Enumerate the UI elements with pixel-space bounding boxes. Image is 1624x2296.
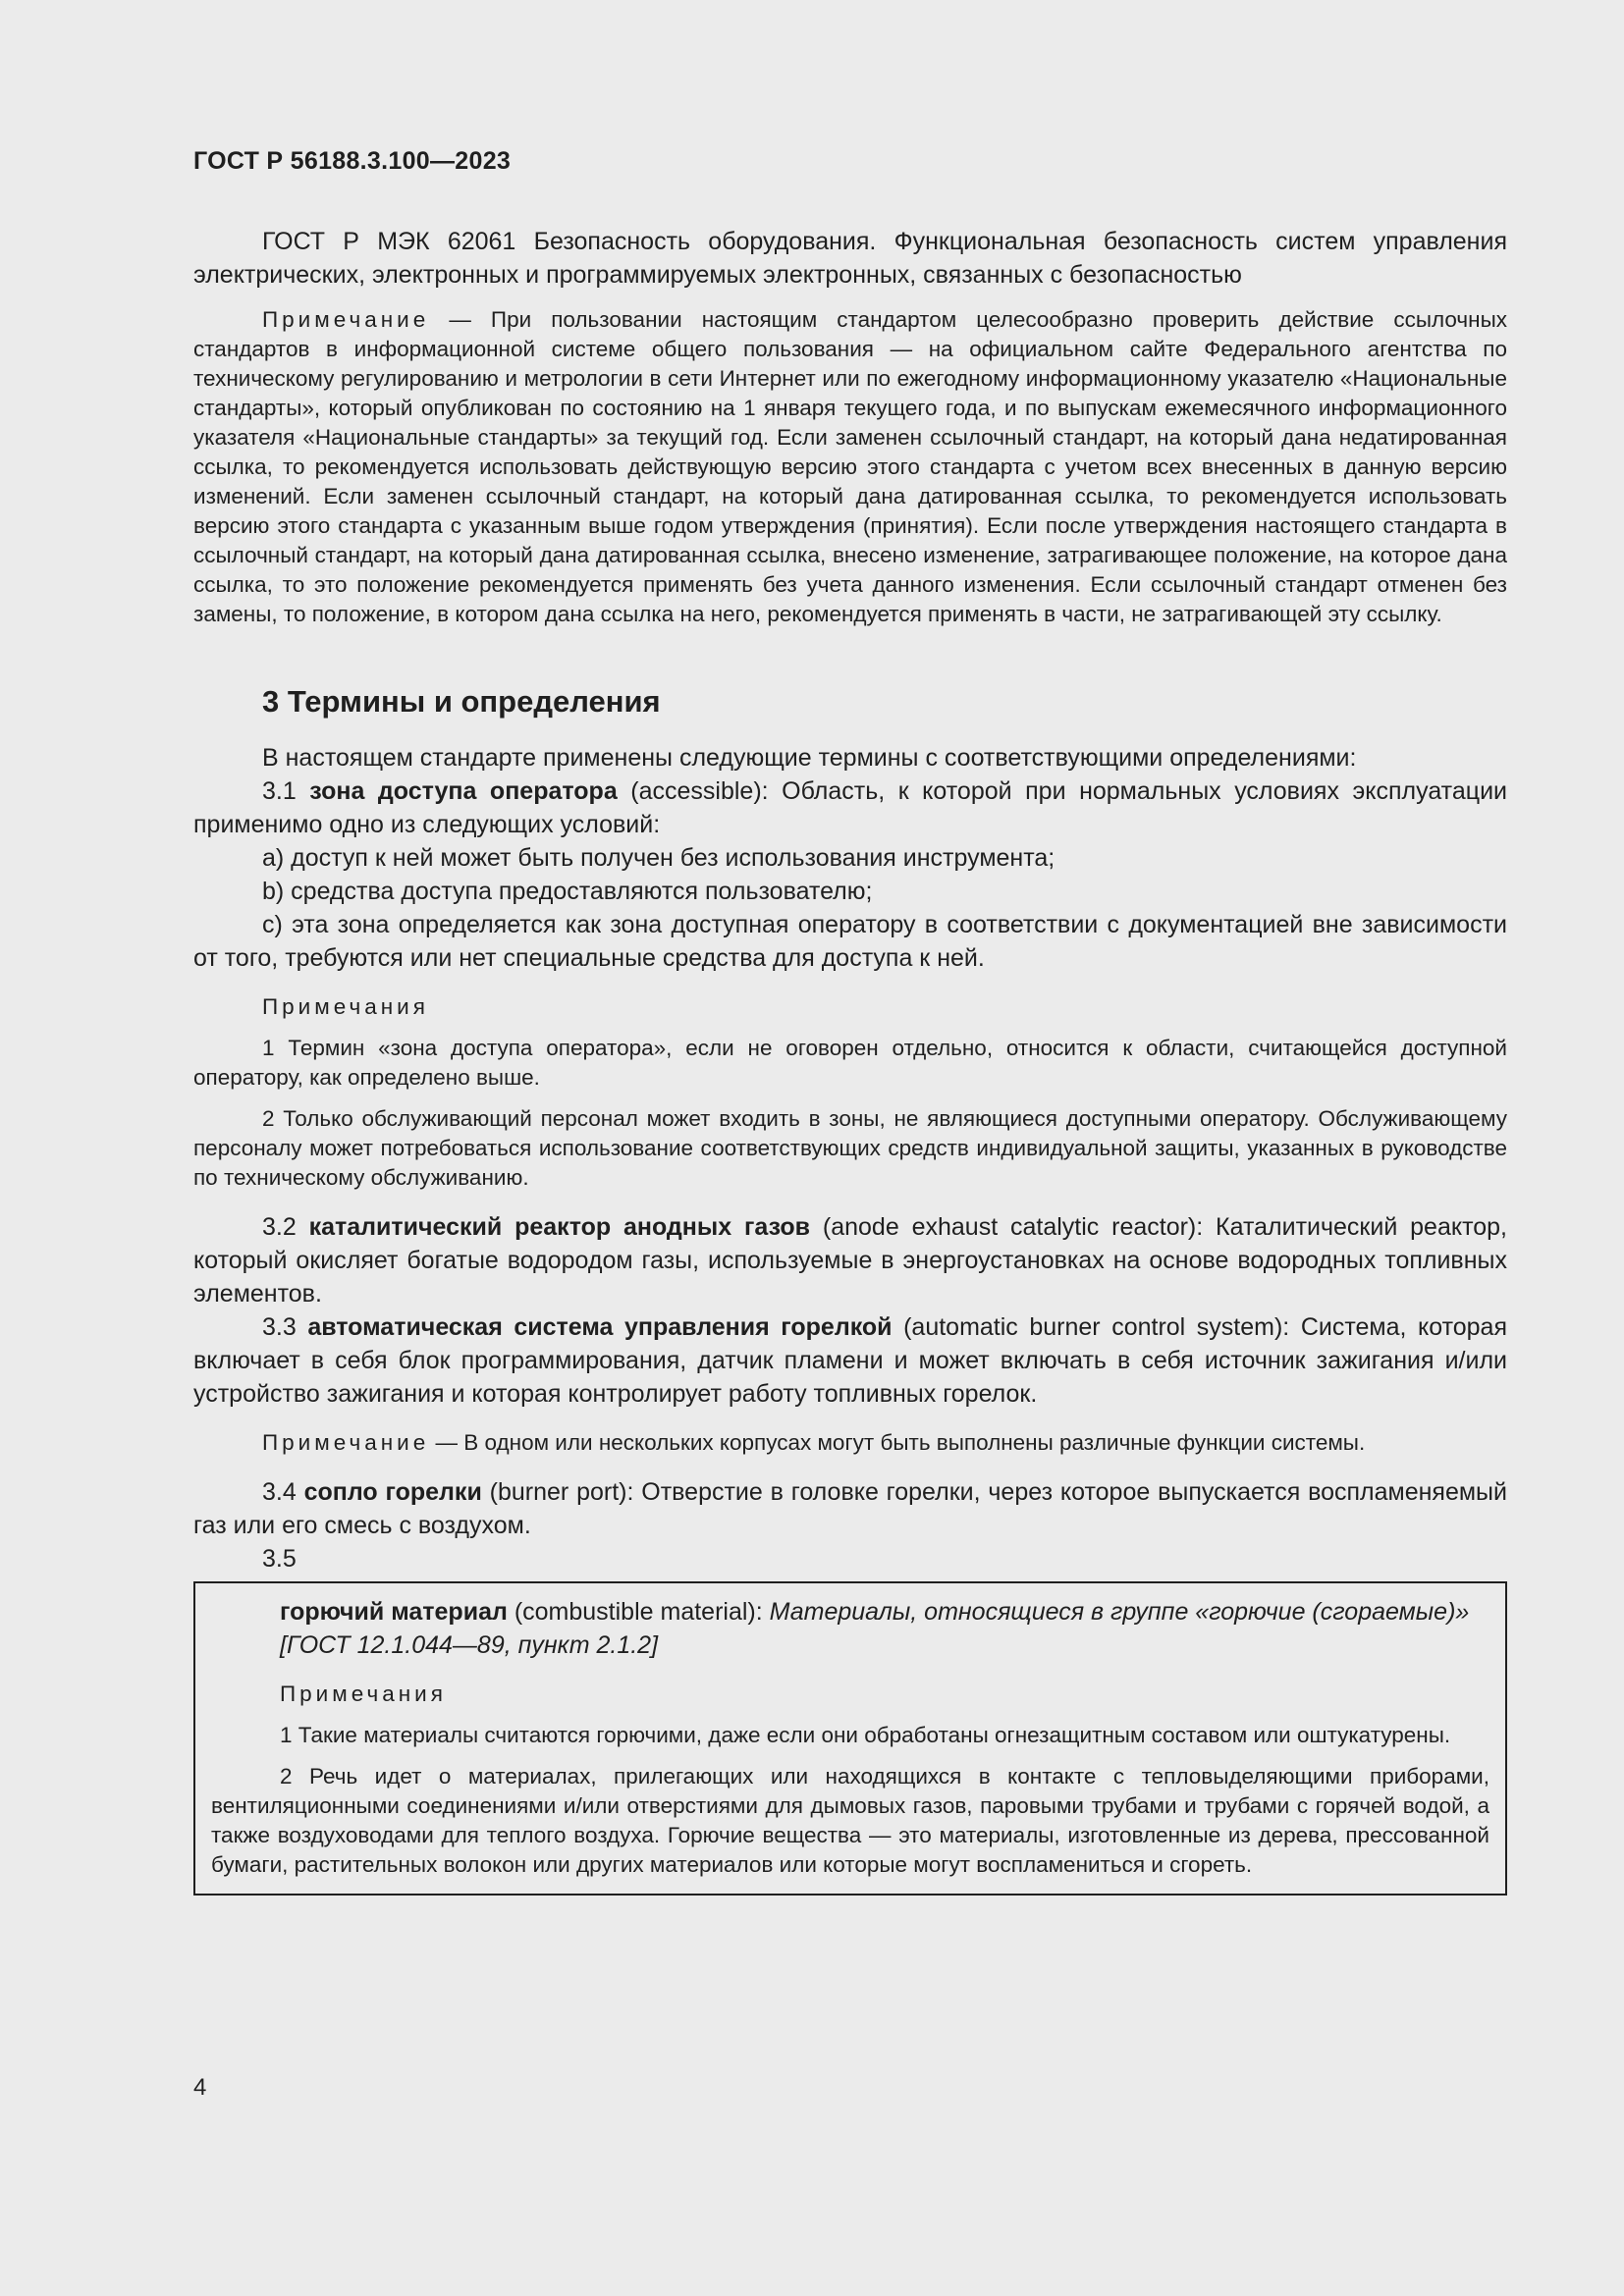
- term-number: 3.3: [262, 1313, 308, 1341]
- term-3-2: [193, 1210, 1507, 1310]
- list-item-a: a) доступ к ней может быть получен без использования инструмента;: [262, 844, 1056, 872]
- term-3-1: [193, 774, 1507, 841]
- page-number: 4: [193, 2074, 207, 2101]
- term-number: 3.4: [262, 1478, 304, 1506]
- term-definition: (automatic burner control system): Система, которая включает в себя блок программирования, датчик пламени и может включать в себя источник зажигания и/или устройство зажигания и которая контролирует работу топливных горелок.: [193, 1313, 1507, 1408]
- note-1: 1 Термин «зона доступа оператора», если не оговорен отдельно, относится к области, считающейся доступной оператору, как определено выше.: [193, 1036, 1507, 1090]
- section-title: 3 Термины и определения: [262, 684, 661, 719]
- list-item-c: c) эта зона определяется как зона доступная оператору в соответствии с документацией вне зависимости от того, требуются или нет специальные средства для доступа к ней.: [193, 911, 1507, 972]
- note-1: 1 Такие материалы считаются горючими, даже если они обработаны огнезащитным составом или оштукатурены.: [280, 1723, 1451, 1747]
- term-definition: Материалы, относящиеся в группе «горючие (сгораемые)»: [769, 1598, 1470, 1626]
- page-content: [193, 147, 1507, 1896]
- term-3-3: [193, 1310, 1507, 1411]
- note-text: — При пользовании настоящим стандартом целесообразно проверить действие ссылочных стандартов в информационной системе общего пользования — на официальном сайте Федерального агентства по техническому регулированию и метрологии в сети Интернет или по ежегодному информационному указателю «Национальные стандарты», который опубликован по состоянию на 1 января текущего года, и по выпускам ежемесячного информационного указателя «Национальные стандарты» за текущий год. Если заменен ссылочный стандарт, на который дана недатированная ссылка, то рекомендуется использовать действующую версию этого стандарта с учетом всех внесенных в данную версию изменений. Если заменен ссылочный стандарт, на который дана датированная ссылка, то рекомендуется использовать версию этого стандарта с указанным выше годом утверждения (принятия). Если после утверждения настоящего стандарта в ссылочный стандарт, на который дана датированная ссылка, внесено изменение, затрагивающее положение, на которое дана ссылка, то это положение рекомендуется применять без учета данного изменения. Если ссылочный стандарт отменен без замены, то положение, в котором дана ссылка на него, рекомендуется применять в части, не затрагивающей эту ссылку.: [193, 307, 1507, 626]
- term-name: сопло горелки: [303, 1478, 482, 1506]
- term-number: 3.1: [262, 777, 310, 805]
- note-text: — В одном или нескольких корпусах могут быть выполнены различные функции системы.: [429, 1430, 1366, 1455]
- term-number: 3.2: [262, 1213, 309, 1241]
- term-name: автоматическая система управления горелкой: [307, 1313, 893, 1341]
- term-name: горючий материал: [280, 1598, 508, 1626]
- term-definition: (burner port): Отверстие в головке горелки, через которое выпускается воспламеняемый газ или его смесь с воздухом.: [193, 1478, 1507, 1539]
- term-3-3-note: [193, 1428, 1507, 1458]
- list-item-b: b) средства доступа предоставляются пользователю;: [262, 878, 873, 905]
- reference-note: [193, 305, 1507, 629]
- term-name: каталитический реактор анодных газов: [308, 1213, 811, 1241]
- reference-entry: ГОСТ Р МЭК 62061 Безопасность оборудования. Функциональная безопасность систем управления электрических, электронных и программируемых электронных, связанных с безопасностью: [193, 228, 1507, 289]
- term-definition: (anode exhaust catalytic reactor): Каталитический реактор, который окисляет богатые водородом газы, используемые в энергоустановках на основе водородных топливных элементов.: [193, 1213, 1507, 1308]
- term-name: зона доступа оператора: [309, 777, 618, 805]
- section-intro: В настоящем стандарте применены следующие термины с соответствующими определениями:: [262, 744, 1357, 772]
- term-paren: (combustible material):: [507, 1598, 770, 1626]
- note-2: 2 Речь идет о материалах, прилегающих или находящихся в контакте с тепловыделяющими приборами, вентиляционными соединениями и/или отверстиями для дымовых газов, паровыми трубами и трубами с горячей водой, а также воздуховодами для теплого воздуха. Горючие вещества — это материалы, изготовленные из дерева, прессованной бумаги, растительных волокон или других материалов или которые могут воспламениться и сгореть.: [211, 1764, 1489, 1877]
- document-header: ГОСТ Р 56188.3.100—2023: [193, 147, 512, 175]
- note-2: 2 Только обслуживающий персонал может входить в зоны, не являющиеся доступными оператору. Обслуживающему персоналу может потребоваться использование соответствующих средств индивидуальной защиты, указанных в руководстве по техническому обслуживанию.: [193, 1106, 1507, 1190]
- note-label: Примечание: [262, 307, 430, 332]
- term-3-5: [211, 1595, 1489, 1629]
- term-definition: (accessible): Область, к которой при нормальных условиях эксплуатации применимо одно из следующих условий:: [193, 777, 1507, 838]
- quoted-term-box: [193, 1581, 1507, 1896]
- term-3-4: [193, 1475, 1507, 1542]
- notes-label: Примечания: [280, 1682, 447, 1706]
- note-label: Примечание: [262, 1430, 430, 1455]
- notes-label: Примечания: [262, 994, 429, 1019]
- term-3-5-number: 3.5: [262, 1545, 297, 1573]
- term-source: [ГОСТ 12.1.044—89, пункт 2.1.2]: [280, 1631, 659, 1659]
